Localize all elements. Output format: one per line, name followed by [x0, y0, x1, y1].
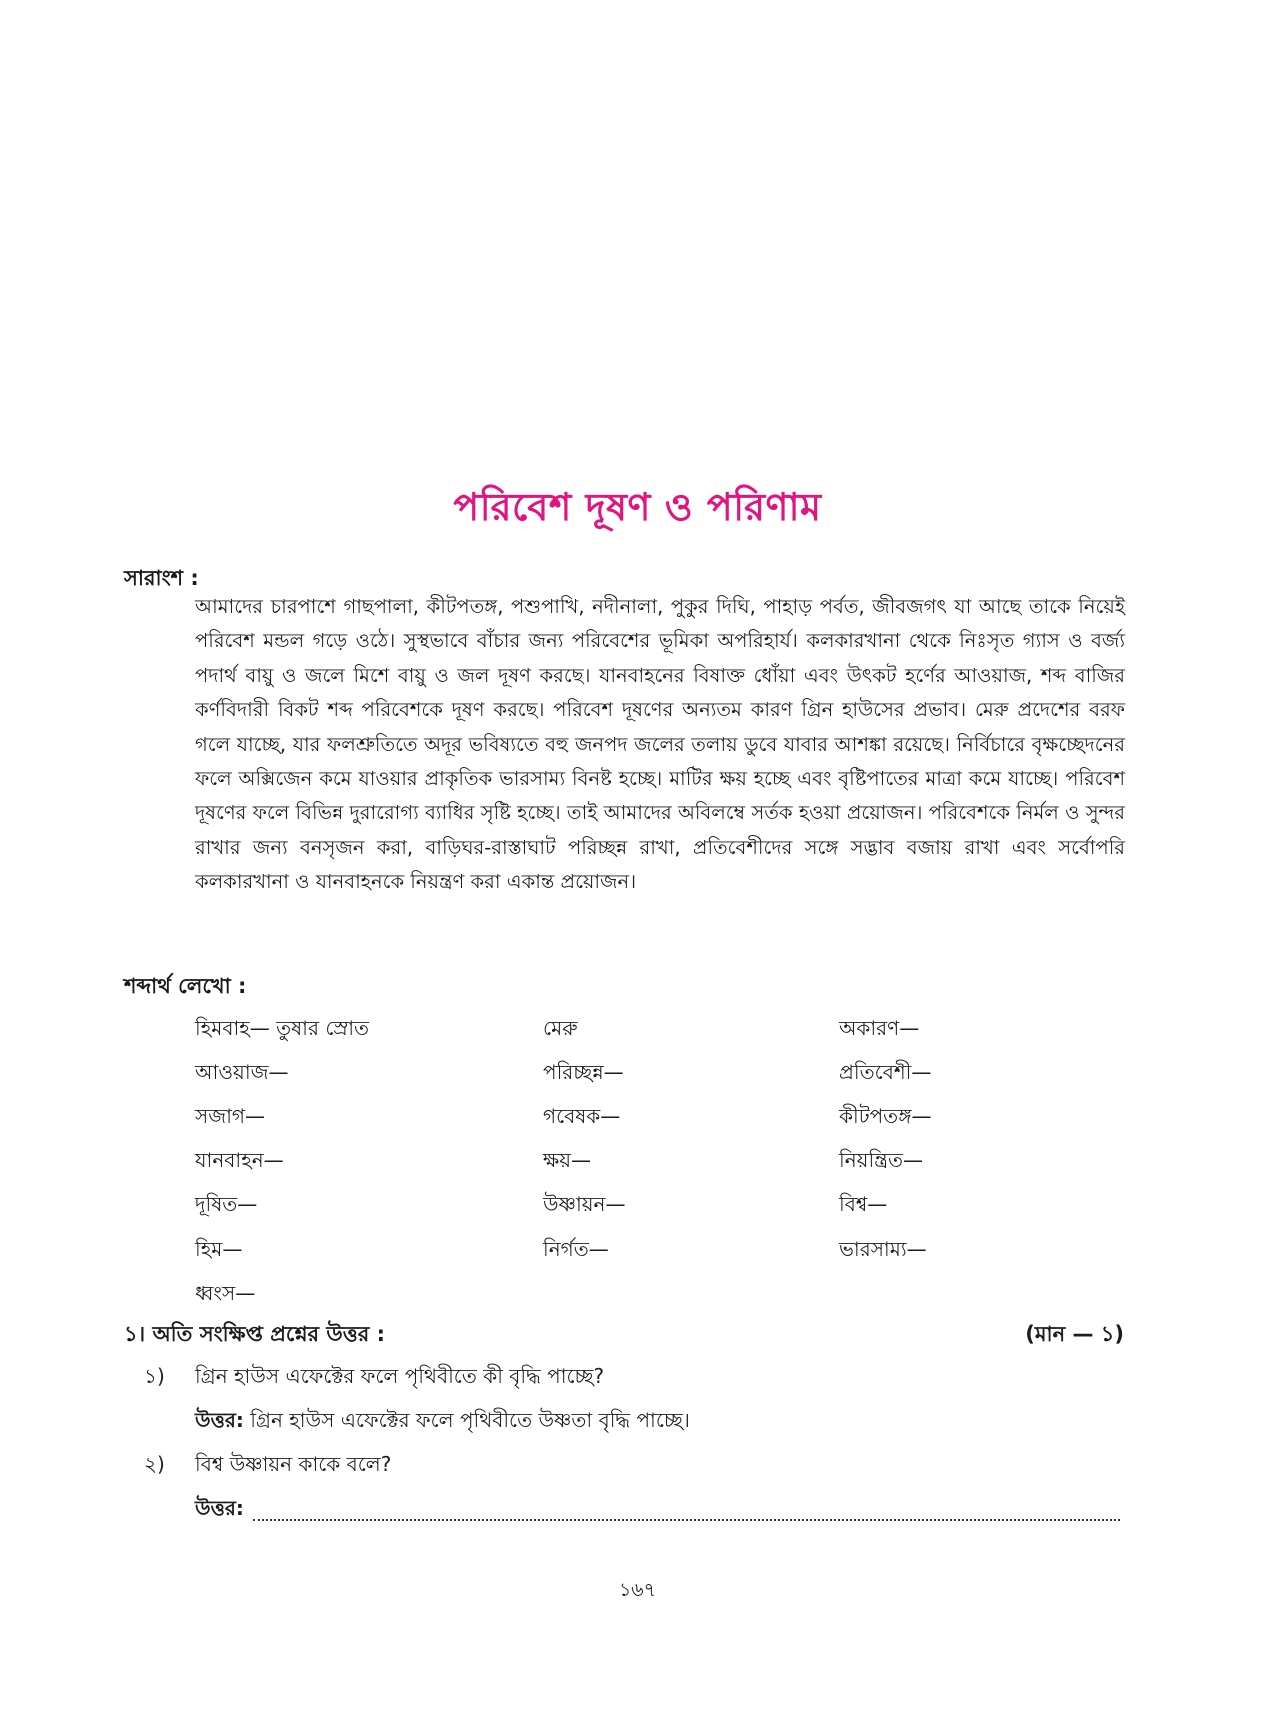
vocab-item: নির্গত— — [543, 1236, 609, 1261]
section-marks: (মান — ১) — [1025, 1322, 1124, 1346]
vocab-item: আওয়াজ— — [195, 1059, 289, 1084]
page-number: ১৬৭ — [618, 1579, 657, 1601]
answer-blank-line — [253, 1519, 1120, 1521]
vocab-heading: শব্দার্থ লেখো : — [124, 974, 247, 998]
vocab-item: সজাগ— — [195, 1103, 266, 1128]
summary-heading: সারাংশ : — [124, 566, 199, 590]
vocab-item: ক্ষয়— — [543, 1148, 591, 1173]
section-heading — [124, 1318, 1124, 1353]
summary-paragraph: আমাদের চারপাশে গাছপালা, কীটপতঙ্গ, পশুপাখি, নদীনালা, পুকুর দিঘি, পাহাড় পর্বত, জীবজগৎ যা আছে তাকে নিয়েই পরিবেশ মন্ডল গড়ে ওঠে। সুস্থভাবে বাঁচার জন্য পরিবেশের ভূমিকা অপরিহার্য। কলকারখানা থেকে নিঃসৃত গ্যাস ও বর্জ্য পদার্থ বায়ু ও জলে মিশে বায়ু ও জল দূষণ করছে। যানবাহনের বিষাক্ত ধোঁয়া এবং উৎকট হর্ণের আওয়াজ, শব্দ বাজির কর্ণবিদারী বিকট শব্দ পরিবেশকে দূষণ করছে। পরিবেশ দূষণের অন্যতম কারণ গ্রিন হাউসের প্রভাব। মেরু প্রদেশের বরফ গলে যাচ্ছে, যার ফলশ্রুতিতে অদূর ভবিষ্যতে বহু জনপদ জলের তলায় ডুবে যাবার আশঙ্কা রয়েছে। নির্বিচারে বৃক্ষচ্ছেদনের ফলে অক্সিজেন কমে যাওয়ার প্রাকৃতিক ভারসাম্য বিনষ্ট হচ্ছে। মাটির ক্ষয় হচ্ছে এবং বৃষ্টিপাতের মাত্রা কমে যাচ্ছে। পরিবেশ দূষণের ফলে বিভিন্ন দুরারোগ্য ব্যাধির সৃষ্টি হচ্ছে। তাই আমাদের অবিলম্বে সর্তক হওয়া প্রয়োজন। পরিবেশকে নির্মল ও সুন্দর রাখার জন্য বনসৃজন করা, বাড়িঘর-রাস্তাঘাট পরিচ্ছন্ন রাখা, প্রতিবেশীদের সঙ্গে সদ্ভাব বজায় রাখা এবং সর্বোপরি কলকারখানা ও যানবাহনকে নিয়ন্ত্রণ করা একান্ত প্রয়োজন। — [195, 595, 1125, 894]
vocab-item: গবেষক— — [543, 1103, 621, 1128]
vocab-item: উষ্ণায়ন— — [543, 1192, 626, 1217]
answer-label: উত্তর: — [195, 1408, 244, 1432]
question-text: বিশ্ব উষ্ণায়ন কাকে বলে? — [195, 1452, 392, 1476]
vocab-item: দূষিত— — [195, 1192, 258, 1217]
vocab-item: মেরু — [543, 1015, 578, 1040]
vocab-grid — [195, 1008, 1095, 1317]
vocab-item: নিয়ন্ত্রিত— — [839, 1148, 924, 1173]
vocab-item: পরিচ্ছন্ন— — [543, 1059, 624, 1084]
question-text: গ্রিন হাউস এফেক্টের ফলে পৃথিবীতে কী বৃদ্ধি পাচ্ছে? — [195, 1364, 605, 1388]
question-number: ২) — [144, 1452, 165, 1476]
vocab-item: হিমবাহ— তুষার স্রোত — [195, 1015, 370, 1040]
answer-line — [195, 1494, 244, 1527]
page-title: পরিবেশ দূষণ ও পরিণাম — [453, 485, 822, 529]
vocab-item: অকারণ— — [839, 1015, 920, 1040]
vocab-item: হিম— — [195, 1236, 243, 1261]
vocab-item: ভারসাম্য— — [839, 1236, 927, 1261]
answer-label: উত্তর: — [195, 1496, 244, 1520]
section-title: ১। অতি সংক্ষিপ্ত প্রশ্নের উত্তর : — [124, 1322, 386, 1346]
vocab-item: কীটপতঙ্গ— — [839, 1103, 932, 1128]
vocab-item: যানবাহন— — [195, 1148, 284, 1173]
answer-line — [195, 1406, 690, 1439]
vocab-item: বিশ্ব— — [839, 1192, 888, 1217]
question-number: ১) — [144, 1364, 165, 1388]
vocab-item: প্রতিবেশী— — [839, 1059, 932, 1084]
vocab-item: ধ্বংস— — [195, 1280, 256, 1305]
answer-text: গ্রিন হাউস এফেক্টের ফলে পৃথিবীতে উষ্ণতা বৃদ্ধি পাচ্ছে। — [250, 1408, 690, 1432]
